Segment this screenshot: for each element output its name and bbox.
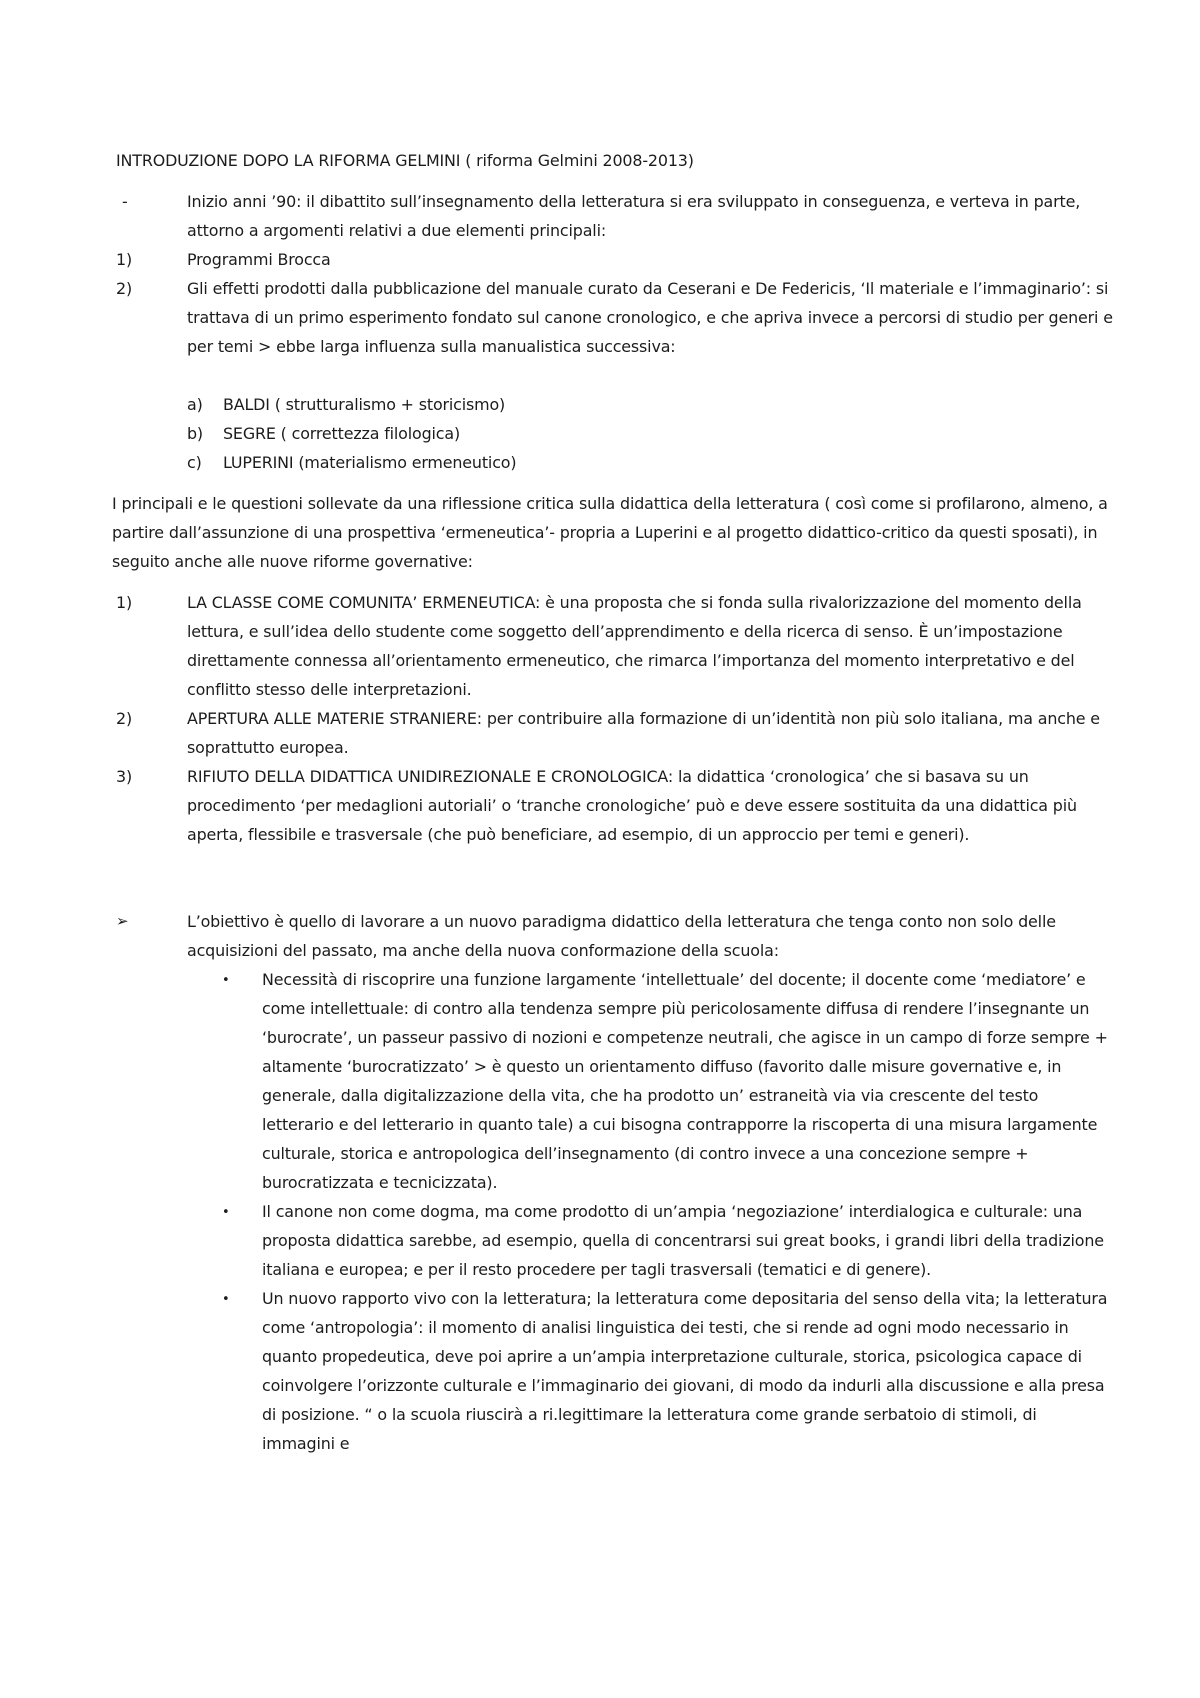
list-item xyxy=(0,1284,1200,1458)
objective-points-list xyxy=(0,965,1200,1458)
list-item-text: RIFIUTO DELLA DIDATTICA UNIDIREZIONALE E CRONOLOGICA: la didattica ‘cronologica’ che si basava su un procedimento ‘per medaglioni autoriali’ o ‘tranche cronologiche’ può e deve essere sostituita da una didattica più aperta, flessibile e trasversale (che può beneficiare, ad esempio, di un approccio per temi e generi). xyxy=(187,767,1077,844)
dash-marker: - xyxy=(122,192,128,211)
objective-item xyxy=(0,907,1200,965)
list-item-text: Gli effetti prodotti dalla pubblicazione del manuale curato da Ceserani e De Federicis, ‘Il materiale e l’immaginario’: si trattava di un primo esperimento fondato sul canone cronologico, e che apriva invece a percorsi di studio per generi e per temi > ebbe larga influenza sulla manualistica successiva: xyxy=(187,279,1113,356)
body-paragraph: I principali e le questioni sollevate da una riflessione critica sulla didattica della letteratura ( così come si profilarono, almeno, a partire dall’assunzione di una prospettiva ‘ermeneutica’- propria a Luperini e al progetto didattico-critico da questi sposati), in seguito anche alle nuove riforme governative: xyxy=(112,494,1108,571)
number-marker: 2) xyxy=(116,279,133,298)
number-marker: 1) xyxy=(116,593,133,612)
list-item-text: BALDI ( strutturalismo + storicismo) xyxy=(223,395,506,414)
objective-text: L’obiettivo è quello di lavorare a un nuovo paradigma didattico della letteratura che tenga conto non solo delle acquisizioni del passato, ma anche della nuova conformazione della scuola: xyxy=(187,912,1056,960)
bullet-icon: • xyxy=(222,973,230,988)
spacer xyxy=(0,849,1200,907)
list-item xyxy=(0,762,1200,849)
list-item-text: Inizio anni ’90: il dibattito sull’insegnamento della letteratura si era sviluppato in conseguenza, e verteva in parte, attorno a argomenti relativi a due elementi principali: xyxy=(187,192,1081,240)
bullet-icon: • xyxy=(222,1205,230,1220)
bullet-icon: • xyxy=(222,1292,230,1307)
elements-list xyxy=(0,245,1200,361)
letter-marker: a) xyxy=(187,395,203,414)
list-item-text: Necessità di riscoprire una funzione largamente ‘intellettuale’ del docente; il docente come ‘mediatore’ e come intellettuale: di contro alla tendenza sempre più pericolosamente diffusa di rendere l’insegnante un ‘burocrate’, un passeur passivo di nozioni e competenze neutrali, che agisce in un campo di forze sempre + altamente ‘burocratizzato’ > è questo un orientamento diffuso (favorito dalle misure governative e, in generale, dalla digitalizzazione della vita, che ha prodotto un’ estraneità via via crescente del testo letterario e del letterario in quanto tale) a cui bisogna contrapporre la riscoperta di una misura largamente culturale, storica e antropologica dell’insegnamento (di contro invece a una concezione sempre + burocratizzata e tecnicizzata). xyxy=(262,970,1108,1192)
number-marker: 1) xyxy=(116,250,133,269)
issues-list xyxy=(0,588,1200,849)
list-item xyxy=(0,390,1200,419)
authors-list xyxy=(0,390,1200,477)
list-item xyxy=(0,588,1200,704)
letter-marker: c) xyxy=(187,453,202,472)
list-item-text: LA CLASSE COME COMUNITA’ ERMENEUTICA: è una proposta che si fonda sulla rivalorizzazione del momento della lettura, e sull’idea dello studente come soggetto dell’apprendimento e della ricerca di senso. È un’impostazione direttamente connessa all’orientamento ermeneutico, che rimarca l’importanza del momento interpretativo e del conflitto stesso delle interpretazioni. xyxy=(187,593,1082,699)
list-item xyxy=(0,187,1200,245)
list-item xyxy=(0,965,1200,1197)
list-item xyxy=(0,245,1200,274)
list-item xyxy=(0,1197,1200,1284)
letter-marker: b) xyxy=(187,424,203,443)
list-item xyxy=(0,704,1200,762)
list-item-text: Il canone non come dogma, ma come prodotto di un’ampia ‘negoziazione’ interdialogica e culturale: una proposta didattica sarebbe, ad esempio, quella di concentrarsi sui great books, i grandi libri della tradizione italiana e europea; e per il resto procedere per tagli trasversali (tematici e di genere). xyxy=(262,1202,1104,1279)
list-item xyxy=(0,448,1200,477)
list-item xyxy=(0,274,1200,361)
list-item xyxy=(0,419,1200,448)
arrow-bullet-icon: ➢ xyxy=(116,912,129,930)
list-item-text: Programmi Brocca xyxy=(187,250,331,269)
list-item-text: SEGRE ( correttezza filologica) xyxy=(223,424,461,443)
number-marker: 3) xyxy=(116,767,133,786)
number-marker: 2) xyxy=(116,709,133,728)
page-title: INTRODUZIONE DOPO LA RIFORMA GELMINI ( riforma Gelmini 2008-2013) xyxy=(116,151,694,170)
intro-list xyxy=(0,187,1200,245)
list-item-text: LUPERINI (materialismo ermeneutico) xyxy=(223,453,517,472)
list-item-text: APERTURA ALLE MATERIE STRANIERE: per contribuire alla formazione di un’identità non più solo italiana, ma anche e soprattutto europea. xyxy=(187,709,1100,757)
list-item-text: Un nuovo rapporto vivo con la letteratura; la letteratura come depositaria del senso della vita; la letteratura come ‘antropologia’: il momento di analisi linguistica dei testi, che si rende ad ogni modo necessario in quanto propedeutica, deve poi aprire a un’ampia interpretazione culturale, storica, psicologica capace di coinvolgere l’orizzonte culturale e l’immaginario dei giovani, di modo da indurli alla discussione e alla presa di posizione. “ o la scuola riuscirà a ri.legittimare la letteratura come grande serbatoio di stimoli, di immagini e xyxy=(262,1289,1108,1453)
